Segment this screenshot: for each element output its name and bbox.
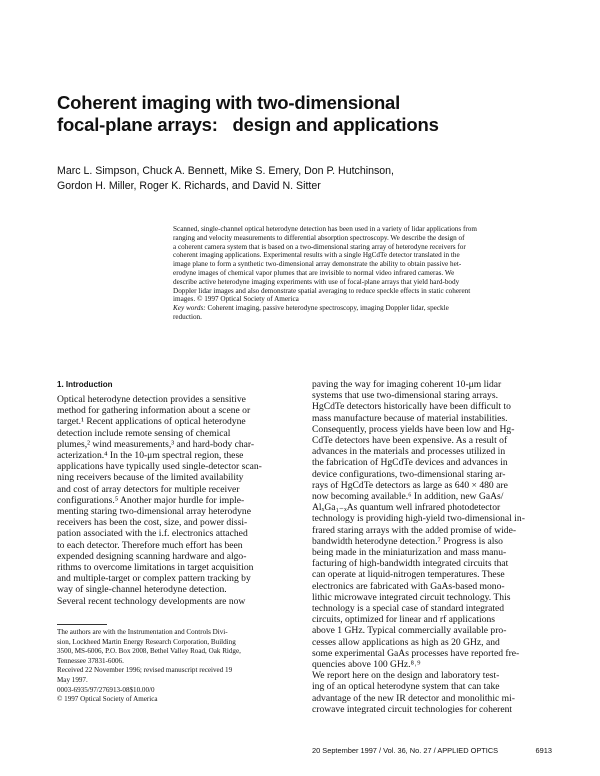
- abstract-line: image plane to form a synthetic two-dimensional array demonstrate the ability to obtain passive het-: [173, 260, 462, 269]
- body-text-line: crowave integrated circuit technologies for coherent: [312, 703, 513, 715]
- body-text-line: quencies above 100 GHz.⁸˒⁹: [312, 659, 421, 671]
- abstract-line: coherent imaging applications. Experimental results with a single HgCdTe detector translated in the: [173, 251, 460, 260]
- abstract-line: erodyne images of chemical vapor plumes that are invisible to normal video infrared cameras. We: [173, 268, 455, 277]
- body-text-line: advantage of the new IR detector and monolithic mi-: [312, 692, 516, 704]
- body-text-line: Consequently, process yields have been low and Hg-: [312, 423, 515, 435]
- abstract-body: [173, 225, 553, 304]
- title-line-1: Coherent imaging with two-dimensional: [57, 92, 401, 113]
- body-text-line: rays of HgCdTe detectors as large as 640 × 480 are: [312, 479, 508, 491]
- body-text-line: HgCdTe detectors historically have been difficult to: [312, 401, 511, 413]
- body-text-line: pation associated with the i.f. electronics attached: [57, 528, 248, 540]
- author-affiliation-footnote: [57, 628, 297, 705]
- right-column-text: [312, 379, 552, 715]
- body-text-line: to each detector. Therefore much effort has been: [57, 539, 243, 551]
- body-text-line: applications have typically used single-detector scan-: [57, 461, 262, 473]
- body-text-line: Optical heterodyne detection provides a sensitive: [57, 394, 246, 405]
- abstract-line: images. © 1997 Optical Society of America: [173, 295, 299, 304]
- body-text-line: plumes,² wind measurements,³ and hard-body char-: [57, 438, 255, 450]
- body-text-line: and multiple-target or complex pattern tracking by: [57, 573, 251, 585]
- abstract-line: a coherent camera system that is based on a two-dimensional staring array of heterodyne receivers for: [173, 242, 466, 251]
- body-text-line: detection include remote sensing of chemical: [57, 427, 231, 439]
- body-text-line: the fabrication of HgCdTe devices and advances in: [312, 457, 508, 469]
- keywords-text: Coherent imaging, passive heterodyne spectroscopy, imaging Doppler lidar, speckle: [205, 304, 449, 313]
- abstract-line: Doppler lidar images and also demonstrate spatial averaging to reduce speckle effects in static coherent: [173, 286, 471, 295]
- body-text-line: method for gathering information about a scene or: [57, 405, 251, 417]
- body-text-line: device configurations, two-dimensional staring ar-: [312, 468, 506, 480]
- footnote-line: sion, Lockheed Martin Energy Research Corporation, Building: [57, 637, 236, 646]
- body-text-line: way of single-channel heterodyne detection.: [57, 584, 227, 596]
- body-text-line: now becoming available.⁶ In addition, new GaAs/: [312, 491, 504, 503]
- body-text-line: ning receivers because of the limited availability: [57, 472, 244, 484]
- body-text-line: We report here on the design and laboratory test-: [312, 670, 500, 682]
- body-text-line: circuits, optimized for linear and rf applications: [312, 614, 496, 626]
- author-list: [57, 164, 537, 194]
- authors-line-2: Gordon H. Miller, Roger K. Richards, and David N. Sitter: [57, 180, 321, 192]
- body-text-line: advances in the materials and processes utilized in: [312, 446, 506, 458]
- body-text-line: CdTe detectors have been expensive. As a result of: [312, 435, 508, 447]
- title-line-2: focal-plane arrays: design and applications: [57, 114, 439, 135]
- body-text-line: receivers has been the cost, size, and power dissi-: [57, 517, 248, 529]
- page-number: 6913: [535, 746, 552, 755]
- footnote-line: 3500, MS-6006, P.O. Box 2008, Bethel Valley Road, Oak Ridge,: [57, 647, 241, 656]
- body-text-line: facturing of high-bandwidth integrated circuits that: [312, 558, 509, 570]
- body-text-line: acterization.⁴ In the 10-μm spectral region, these: [57, 450, 244, 462]
- body-text-line: can operate at liquid-nitrogen temperatures. These: [312, 569, 505, 581]
- footnote-line: The authors are with the Instrumentation and Controls Divi-: [57, 628, 228, 636]
- body-text-line: configurations.⁵ Another major hurdle for imple-: [57, 494, 245, 506]
- footnote-line: © 1997 Optical Society of America: [57, 695, 158, 704]
- body-text-line: technology is a special case of standard integrated: [312, 603, 505, 615]
- body-text-line: and cost of array detectors for multiple receiver: [57, 483, 240, 495]
- abstract-line: ranging and velocity measurements to differential absorption spectroscopy. We describe the design of: [173, 233, 465, 242]
- footnote-divider: [57, 624, 107, 625]
- body-text-line: being made in the miniaturization and mass manu-: [312, 547, 507, 559]
- abstract-line: Scanned, single-channel optical heterodyne detection has been used in a variety of lidar applications from: [173, 225, 477, 233]
- body-text-line: bandwidth heterodyne detection.⁷ Progress is also: [312, 535, 503, 547]
- body-text-line: mass manufacture because of material instabilities.: [312, 412, 508, 424]
- body-text-line: AlₓGa₁₋ₓAs quantum well infrared photodetector: [312, 502, 501, 514]
- left-column-text: [57, 394, 297, 607]
- footnote-line: Tennessee 37831-6006.: [57, 656, 124, 665]
- abstract: [173, 225, 553, 322]
- body-text-line: lithic microwave integrated circuit technology. This: [312, 591, 511, 603]
- footnote-line: 0003-6935/97/276913-08$10.00/0: [57, 685, 155, 694]
- body-text-line: rithms to overcome limitations in target acquisition: [57, 562, 254, 574]
- keywords-line: [173, 304, 553, 313]
- body-text-line: cesses allow applications as high as 20 GHz, and: [312, 636, 500, 648]
- journal-citation: 20 September 1997 / Vol. 36, No. 27 / APPLIED OPTICS: [312, 746, 499, 755]
- body-text-line: paving the way for imaging coherent 10-μm lidar: [312, 379, 502, 390]
- footnote-line: May 1997.: [57, 675, 88, 684]
- body-text-line: target.¹ Recent applications of optical heterodyne: [57, 416, 246, 428]
- body-text-line: ing of an optical heterodyne system that can take: [312, 681, 500, 693]
- authors-line-1: Marc L. Simpson, Chuck A. Bennett, Mike S. Emery, Don P. Hutchinson,: [57, 165, 394, 177]
- body-text-line: frared staring arrays with the added promise of wide-: [312, 524, 517, 536]
- keywords-label: Key words:: [173, 304, 206, 313]
- keywords-continuation: reduction.: [173, 312, 202, 321]
- body-text-line: electronics are fabricated with GaAs-based mono-: [312, 580, 505, 592]
- abstract-line: describe active heterodyne imaging experiments with use of focal-plane arrays that yield hard-body: [173, 277, 460, 286]
- body-text-line: menting staring two-dimensional array heterodyne: [57, 506, 251, 518]
- footnote-line: Received 22 November 1996; revised manuscript received 19: [57, 666, 233, 675]
- section-heading: 1. Introduction: [57, 380, 113, 389]
- body-text-line: technology is providing high-yield two-dimensional in-: [312, 513, 525, 525]
- body-text-line: Several recent technology developments are now: [57, 595, 246, 607]
- page-footer: [312, 746, 552, 755]
- body-text-line: some experimental GaAs processes have reported fre-: [312, 647, 520, 659]
- paper-title: [57, 92, 537, 136]
- body-text-line: above 1 GHz. Typical commercially available pro-: [312, 625, 507, 637]
- body-text-line: expended designing scanning hardware and algo-: [57, 550, 247, 562]
- body-text-line: systems that use two-dimensional staring arrays.: [312, 390, 498, 402]
